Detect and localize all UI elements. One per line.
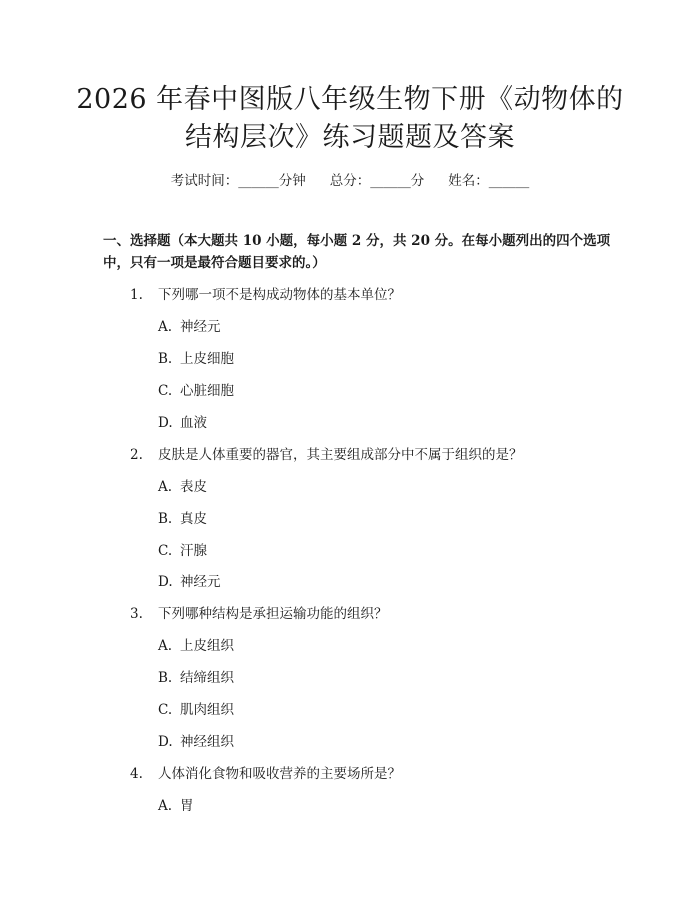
option-text: 表皮 <box>180 479 207 495</box>
option-text: 胃 <box>180 798 194 814</box>
option <box>158 507 207 527</box>
option-letter: D. <box>158 734 173 750</box>
option <box>158 570 221 590</box>
option-letter: C. <box>158 702 173 718</box>
question <box>130 762 401 782</box>
option <box>158 315 221 335</box>
option-text: 心脏细胞 <box>180 383 234 399</box>
option-text: 神经元 <box>180 319 221 335</box>
option <box>158 347 234 367</box>
question-text: 人体消化食物和吸收营养的主要场所是？ <box>158 766 401 782</box>
option-text: 结缔组织 <box>180 670 234 686</box>
question-number: 3. <box>130 606 143 622</box>
question-text: 皮肤是人体重要的器官，其主要组成部分中不属于组织的是？ <box>158 447 523 463</box>
option-letter: B. <box>158 511 173 527</box>
option-text: 神经元 <box>180 574 221 590</box>
question-number: 4. <box>130 766 143 782</box>
option <box>158 666 234 686</box>
option-letter: C. <box>158 543 173 559</box>
question <box>130 602 388 622</box>
option-letter: A. <box>158 479 173 495</box>
option-letter: A. <box>158 798 173 814</box>
question <box>130 443 523 463</box>
exam-meta <box>0 169 700 189</box>
exam-time: 考试时间：______分钟 <box>170 173 306 189</box>
option-text: 上皮组织 <box>180 638 234 654</box>
exam-student-name: 姓名：______ <box>448 173 530 189</box>
option-text: 肌肉组织 <box>180 702 234 718</box>
option <box>158 539 207 559</box>
option-letter: D. <box>158 415 173 431</box>
option <box>158 411 207 431</box>
section-heading: 一、选择题（本大题共 10 小题，每小题 2 分，共 20 分。在每小题列出的四个选项中，只有一项是最符合题目要求的。） <box>103 233 611 271</box>
option-text: 神经组织 <box>180 734 234 750</box>
option-letter: D. <box>158 574 173 590</box>
question-number: 2. <box>130 447 143 463</box>
question-number: 1. <box>130 287 143 303</box>
option <box>158 634 234 654</box>
question-text: 下列哪一项不是构成动物体的基本单位？ <box>158 287 401 303</box>
option-letter: B. <box>158 670 173 686</box>
option-text: 上皮细胞 <box>180 351 234 367</box>
option <box>158 794 194 814</box>
option-letter: B. <box>158 351 173 367</box>
option-text: 血液 <box>180 415 207 431</box>
document-title-line-2: 结构层次》练习题题及答案 <box>185 122 515 153</box>
option <box>158 379 234 399</box>
question <box>130 283 401 303</box>
question-text: 下列哪种结构是承担运输功能的组织？ <box>158 606 388 622</box>
exam-total-score: 总分：______分 <box>329 173 425 189</box>
document-title-line-1: 2026 年春中图版八年级生物下册《动物体的 <box>76 84 624 115</box>
option-letter: A. <box>158 638 173 654</box>
option <box>158 730 234 750</box>
option <box>158 698 234 718</box>
option-text: 真皮 <box>180 511 207 527</box>
option-letter: A. <box>158 319 173 335</box>
option-text: 汗腺 <box>180 543 207 559</box>
option <box>158 475 207 495</box>
option-letter: C. <box>158 383 173 399</box>
